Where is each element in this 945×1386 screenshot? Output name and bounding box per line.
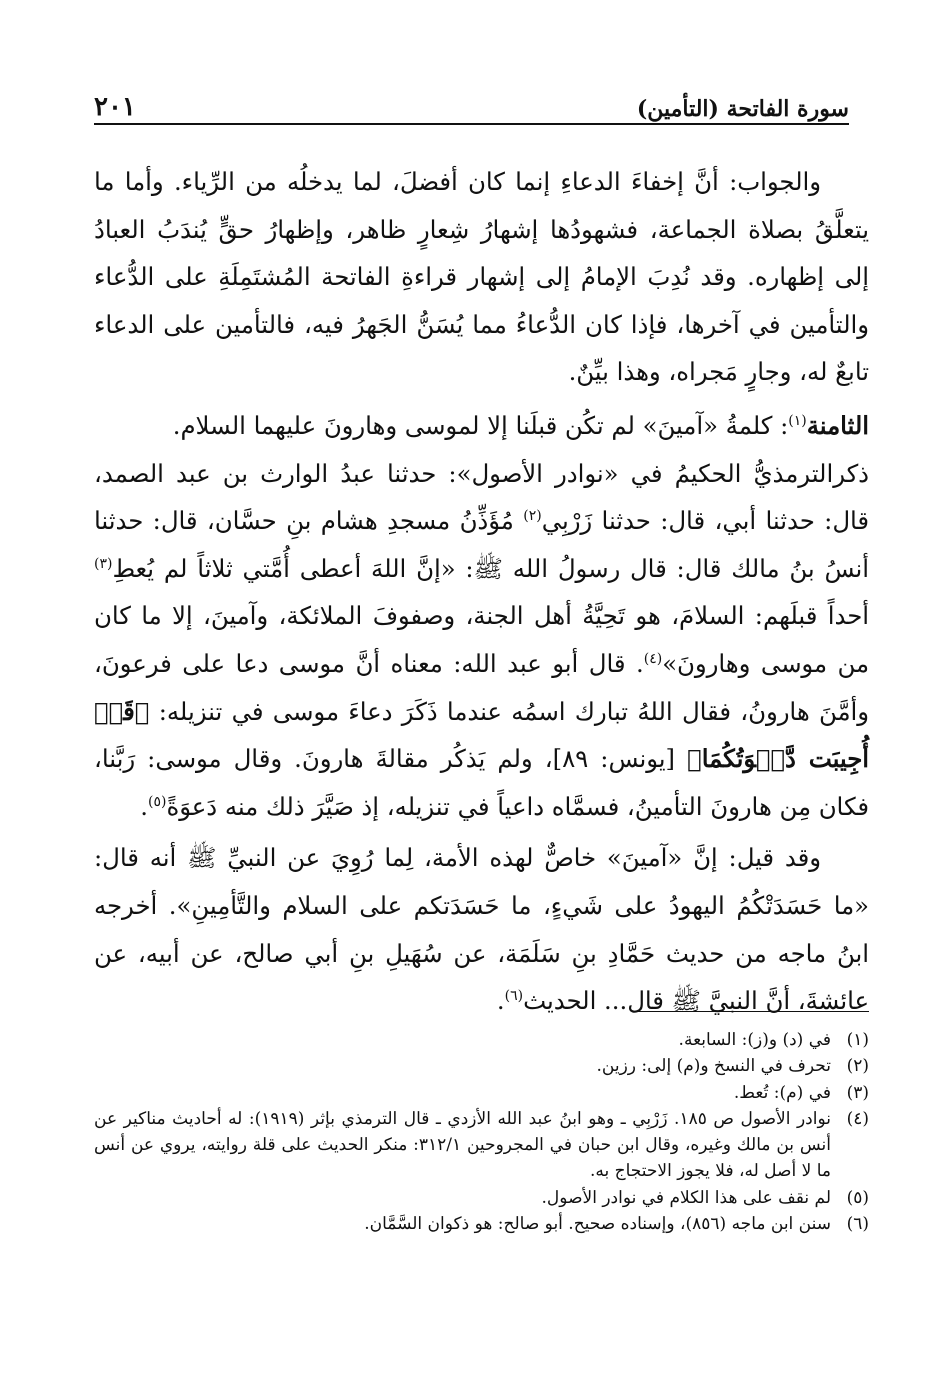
text-segment: [يونس: ٨٩]، ولم يَذكُر مقالةَ هارونَ. وقال موسى: رَبَّنا، فكان مِن هارونَ التأمينُ، فسمَّاه داعياً في تنزيله، إذ صَيَّرَ ذلك منه دَعوَةً — [94, 744, 869, 821]
footnote-number: (٦) — [846, 1214, 869, 1235]
main-text — [94, 158, 869, 1025]
footnote-3 — [94, 1080, 869, 1106]
footnote-4 — [94, 1106, 869, 1185]
footnote-text: نوادر الأصول ص ١٨٥. زَرْبِي ـ وهو ابنُ عبد الله الأزدي ـ قال الترمذي بإثر (١٩١٩): له أحاديث مناكير عن أنس بن مالك وغيره، وقال ابن حبان في المجروحين ٣١٢/١: منكر الحديث على قلة روايته، يروي عن أنس ما لا أصل له، فلا يجوز الاحتجاج به. — [94, 1108, 831, 1182]
page-number: ٢٠١ — [94, 92, 136, 122]
footnote-6 — [94, 1211, 869, 1237]
footnote-number: (٥) — [846, 1187, 869, 1208]
footnote-ref-4: (٤) — [643, 650, 663, 667]
footnote-rule — [634, 1011, 869, 1012]
footnote-ref-6: (٦) — [504, 988, 524, 1004]
text-segment: وقد قيل: إنَّ «آمينَ» خاصٌّ لهذه الأمة، لِما رُوِيَ عن النبيِّ ﷺ أنه قال: «ما حَسَدَتْكُمُ اليهودُ على شَيءٍ، ما حَسَدَتكم على السلام والتَّأمِينِ». أخرجه ابنُ ماجه من حديث حَمَّادِ بنِ سَلَمَة، عن سُهَيلِ بنِ أبي صالح، عن أبيه، عن عائشةَ، أنَّ النبيَّ ﷺ قال... الحديث — [94, 843, 869, 1016]
footnote-5 — [94, 1185, 869, 1211]
paragraph-eighth-text: : كلمةُ «آمينَ» لم تكُن قبلَنا إلا لموسى وهارونَ عليهما السلام. — [172, 410, 789, 440]
text-segment: مُؤَذِّنُ مسجدِ هشام بنِ حسَّان، قال: حدثنا أنسُ بنُ مالك قال: قال رسولُ الله ﷺ: «إنَّ اللهَ أعطى أُمَّتي ثلاثاً لم يُعطِ — [94, 506, 869, 583]
footnote-text: في (د) و(ز): السابعة. — [678, 1030, 831, 1050]
footnote-ref-1: (١) — [788, 412, 807, 429]
page-header — [94, 78, 849, 122]
footnote-ref-2: (٢) — [523, 508, 542, 525]
footnote-1 — [94, 1027, 869, 1053]
footnote-text: تحرف في النسخ و(م) إلى: رزين. — [596, 1056, 831, 1077]
footnote-number: (٢) — [846, 1056, 869, 1077]
footnote-number: (٣) — [846, 1082, 869, 1103]
text-segment: أحداً قبلَهم: السلامَ، هو تَحِيَّةُ أهل الجنة، وصفوفَ الملائكة، وآمينَ، إلا ما كان من موسى وهارونَ» — [94, 601, 870, 678]
text-segment: . قال أبو عبد الله: معناه أنَّ موسى دعا على فرعونَ، وأمَّنَ هارونُ، فقال اللهُ تبارك اسمُه عندما ذَكَرَ دعاءَ موسى في تنزيله: — [94, 648, 869, 726]
footnote-2 — [94, 1053, 869, 1079]
footnotes — [94, 1027, 869, 1237]
paragraph-answer: والجواب: أنَّ إخفاءَ الدعاءِ إنما كان أفضلَ، لما يدخلُه من الرِّياء. وأما ما يتعلَّقُ بصلاة الجماعة، فشهودُها إشهارُ شِعارٍ ظاهر، وإظهارُ حقٍّ يُندَبُ العبادُ إلى إظهاره. وقد نُدِبَ الإمامُ إلى إشهار قراءةِ الفاتحة المُشتَمِلَةِ على الدُّعاء والتأمين في آخرها، فإذا كان الدُّعاءُ مما يُسَنُّ الجَهرُ فيه، فالتأمين على الدعاء تابعٌ له، وجارٍ مَجراه، وهذا بيِّنٌ. — [94, 167, 869, 387]
footnote-number: (٤) — [846, 1108, 869, 1129]
text-segment: . — [140, 791, 149, 821]
paragraph-tirmidhi — [94, 450, 869, 831]
footnote-ref-5: (٥) — [148, 793, 167, 810]
paragraph-eighth — [94, 402, 869, 450]
running-title: سورة الفاتحة (التأمين) — [636, 96, 849, 122]
footnote-ref-3: (٣) — [94, 555, 113, 572]
text-segment: ذكرالترمذيُّ الحكيمُ في «نوادر الأصول»: حدثنا عبدُ الوارث بن عبد الصمد، قال: حدثنا أبي، قال: حدثنا زَرْبِي — [94, 458, 869, 536]
footnote-text: في (م): تُعط. — [733, 1082, 831, 1103]
footnote-number: (١) — [846, 1030, 869, 1050]
quran-verse: ﴿قَدۡ أُجِيبَت دَّعۡوَتُكُمَا﴾ — [94, 696, 869, 774]
footnote-text: لم نقف على هذا الكلام في نوادر الأصول. — [541, 1187, 831, 1208]
section-label: الثامنة — [806, 410, 869, 440]
paragraph-amin-specific — [94, 834, 869, 1024]
text-segment: . — [496, 986, 505, 1016]
header-rule — [94, 123, 849, 125]
footnote-text: سنن ابن ماجه (٨٥٦)، وإسناده صحيح. أبو صالح: هو ذكوان السَّمَّان. — [364, 1214, 831, 1235]
